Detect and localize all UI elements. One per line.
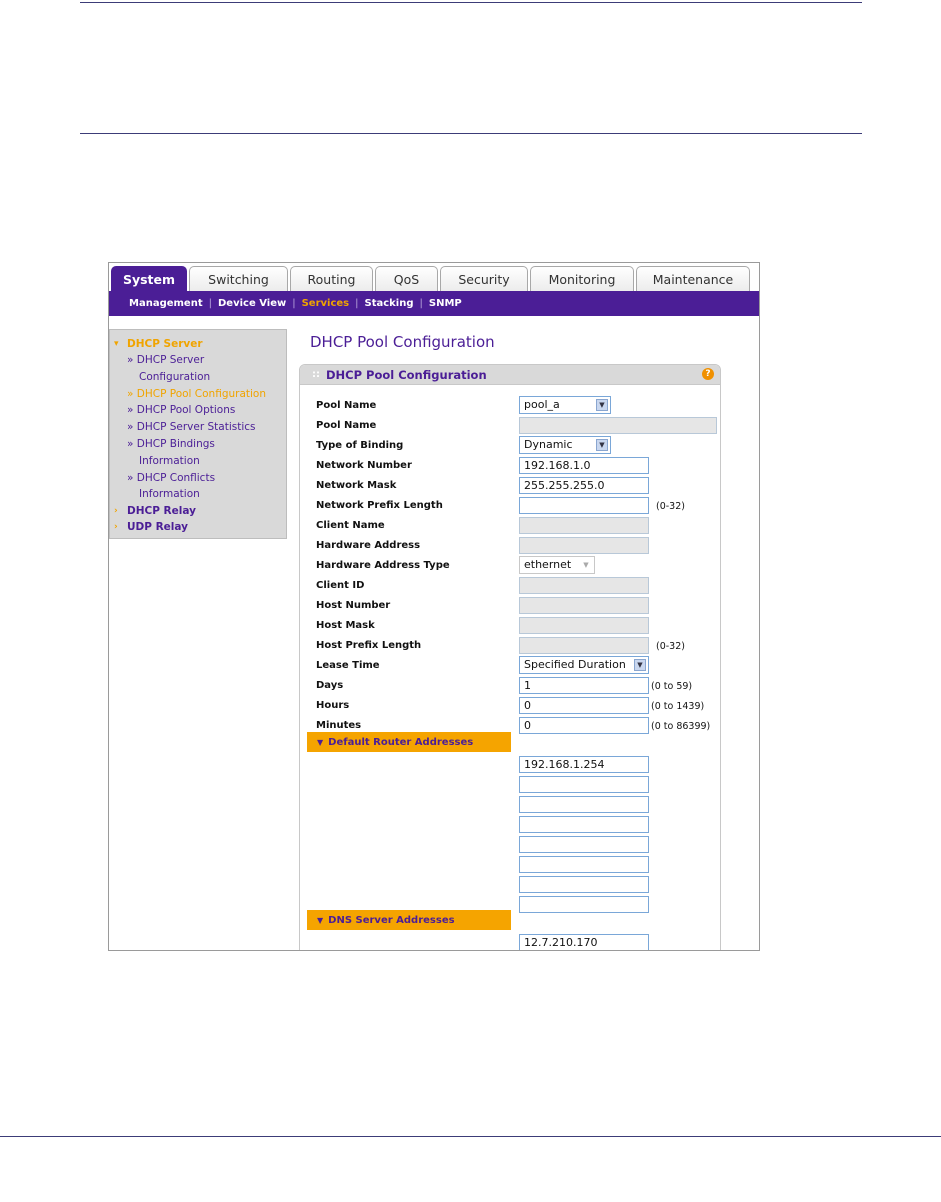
- days-label: Days: [316, 680, 344, 691]
- chevron-right-icon: ›: [114, 522, 118, 533]
- host-mask-input[interactable]: [519, 617, 649, 634]
- hardware-address-type-select[interactable]: [519, 556, 595, 574]
- network-prefix-length-label: Network Prefix Length: [316, 500, 443, 511]
- hours-input[interactable]: 0: [519, 697, 649, 714]
- hardware-address-label: Hardware Address: [316, 540, 421, 551]
- minutes-input[interactable]: 0: [519, 717, 649, 734]
- hardware-address-type-value: ethernet: [524, 558, 572, 571]
- network-number-label: Network Number: [316, 460, 412, 471]
- sidebar-item-dhcp-server-configuration[interactable]: [114, 352, 286, 386]
- type-of-binding-value: Dynamic: [524, 438, 573, 451]
- default-router-address-input[interactable]: [519, 816, 649, 833]
- host-number-label: Host Number: [316, 600, 391, 611]
- host-number-input[interactable]: [519, 597, 649, 614]
- client-name-input[interactable]: [519, 517, 649, 534]
- hours-label: Hours: [316, 700, 350, 711]
- sidebar-item-dhcp-server-statistics[interactable]: [114, 419, 286, 436]
- sidebar-dhcp-relay-label: DHCP Relay: [127, 505, 196, 518]
- tab-security[interactable]: Security: [440, 266, 528, 291]
- client-id-input[interactable]: [519, 577, 649, 594]
- default-router-address-input[interactable]: [519, 896, 649, 913]
- dns-server-section-title: DNS Server Addresses: [328, 914, 455, 926]
- sidebar-item-dhcp-pool-options[interactable]: [114, 402, 286, 419]
- network-number-input[interactable]: 192.168.1.0: [519, 457, 649, 474]
- chevron-down-icon: ▼: [596, 399, 608, 411]
- default-router-address-input[interactable]: [519, 776, 649, 793]
- footer-rule: [0, 1136, 941, 1137]
- sidebar-item-label: » DHCP Server: [127, 354, 205, 366]
- sidebar-udp-relay[interactable]: [114, 519, 286, 535]
- panel-header: [300, 365, 720, 385]
- sidebar-item-label: » DHCP Pool Configuration: [127, 387, 267, 400]
- default-router-section-toggle[interactable]: [307, 732, 511, 752]
- pool-name-select-value: pool_a: [524, 398, 560, 411]
- tab-maintenance[interactable]: Maintenance: [636, 266, 750, 291]
- host-prefix-hint: (0-32): [656, 641, 685, 652]
- minutes-hint: (0 to 86399): [651, 721, 711, 732]
- subnav-services[interactable]: Services: [301, 298, 350, 309]
- host-prefix-length-input[interactable]: [519, 637, 649, 654]
- tab-system[interactable]: System: [111, 266, 187, 291]
- sidebar-udp-relay-label: UDP Relay: [127, 521, 189, 534]
- pool-name-input[interactable]: [519, 417, 717, 434]
- tab-monitoring[interactable]: Monitoring: [530, 266, 634, 291]
- minutes-label: Minutes: [316, 720, 362, 731]
- client-name-label: Client Name: [316, 520, 385, 531]
- default-router-address-input[interactable]: [519, 836, 649, 853]
- sidebar-dhcp-server[interactable]: [114, 336, 286, 352]
- network-prefix-hint: (0-32): [656, 501, 685, 512]
- subnav-separator: |: [419, 298, 423, 309]
- sidebar-dhcp-server-label: DHCP Server: [127, 338, 203, 350]
- type-of-binding-label: Type of Binding: [316, 440, 404, 451]
- main-tab-bar: [109, 263, 759, 291]
- subnav-device-view[interactable]: Device View: [217, 298, 287, 309]
- hardware-address-type-label: Hardware Address Type: [316, 560, 450, 571]
- sidebar-item-dhcp-conflicts-information[interactable]: [114, 470, 286, 504]
- web-ui-screenshot: [108, 262, 760, 951]
- tab-routing[interactable]: Routing: [290, 266, 373, 291]
- tab-switching[interactable]: Switching: [189, 266, 288, 291]
- subnav-separator: |: [292, 298, 296, 309]
- default-router-section-title: Default Router Addresses: [328, 736, 474, 748]
- sidebar-item-label: » DHCP Bindings: [127, 437, 215, 450]
- subnav-separator: |: [355, 298, 359, 309]
- page-title: DHCP Pool Configuration: [310, 333, 495, 351]
- top-rule: [80, 2, 862, 3]
- pool-name-label: Pool Name: [316, 420, 377, 431]
- sidebar-item-label: » DHCP Pool Options: [127, 404, 236, 417]
- default-router-address-input[interactable]: [519, 796, 649, 813]
- lease-time-select[interactable]: [519, 656, 649, 674]
- chevron-down-icon: ▼: [317, 915, 324, 925]
- sidebar-item-label: » DHCP Server Statistics: [127, 421, 256, 434]
- panel-title: DHCP Pool Configuration: [326, 367, 487, 382]
- days-input[interactable]: 1: [519, 677, 649, 694]
- network-mask-input[interactable]: 255.255.255.0: [519, 477, 649, 494]
- pool-name-select-label: Pool Name: [316, 400, 377, 411]
- chevron-down-icon: ▼: [317, 737, 324, 747]
- header-rule: [80, 133, 862, 134]
- sidebar-dhcp-relay[interactable]: [114, 503, 286, 519]
- subnav-management[interactable]: Management: [129, 298, 203, 309]
- subnav-stacking[interactable]: Stacking: [364, 298, 414, 309]
- default-router-address-input[interactable]: [519, 856, 649, 873]
- sidebar: [109, 329, 287, 539]
- chevron-down-icon: ▼: [634, 659, 646, 671]
- chevron-right-icon: ›: [114, 506, 118, 517]
- sidebar-item-label-cont: Information: [139, 454, 200, 467]
- tab-qos[interactable]: QoS: [375, 266, 438, 291]
- type-of-binding-select[interactable]: [519, 436, 611, 454]
- sidebar-item-label: » DHCP Conflicts: [127, 471, 216, 484]
- dns-server-section-toggle[interactable]: [307, 910, 511, 930]
- subnav-separator: |: [208, 298, 212, 309]
- days-hint: (0 to 59): [651, 681, 693, 692]
- client-id-label: Client ID: [316, 580, 365, 591]
- help-icon[interactable]: ?: [702, 368, 714, 380]
- sub-navigation: [109, 291, 759, 316]
- subnav-snmp[interactable]: SNMP: [428, 298, 462, 309]
- chevron-down-icon: ▾: [114, 339, 119, 349]
- pool-name-select[interactable]: [519, 396, 611, 414]
- sidebar-item-dhcp-pool-configuration[interactable]: [114, 386, 286, 403]
- chevron-down-icon: ▼: [580, 559, 592, 571]
- lease-time-label: Lease Time: [316, 660, 380, 671]
- host-prefix-length-label: Host Prefix Length: [316, 640, 422, 651]
- sidebar-item-label-cont: Configuration: [139, 370, 211, 383]
- drag-handle-icon: ::: [312, 369, 320, 380]
- sidebar-item-label-cont: Information: [139, 488, 200, 501]
- hours-hint: (0 to 1439): [651, 701, 705, 712]
- network-mask-label: Network Mask: [316, 480, 397, 491]
- dhcp-pool-configuration-panel: [299, 364, 721, 951]
- dns-server-address-input[interactable]: 12.7.210.170: [519, 934, 649, 951]
- lease-time-value: Specified Duration: [524, 658, 626, 671]
- host-mask-label: Host Mask: [316, 620, 375, 631]
- default-router-address-input[interactable]: 192.168.1.254: [519, 756, 649, 773]
- network-prefix-length-input[interactable]: [519, 497, 649, 514]
- sidebar-item-dhcp-bindings-information[interactable]: [114, 436, 286, 470]
- hardware-address-input[interactable]: [519, 537, 649, 554]
- chevron-down-icon: ▼: [596, 439, 608, 451]
- default-router-address-input[interactable]: [519, 876, 649, 893]
